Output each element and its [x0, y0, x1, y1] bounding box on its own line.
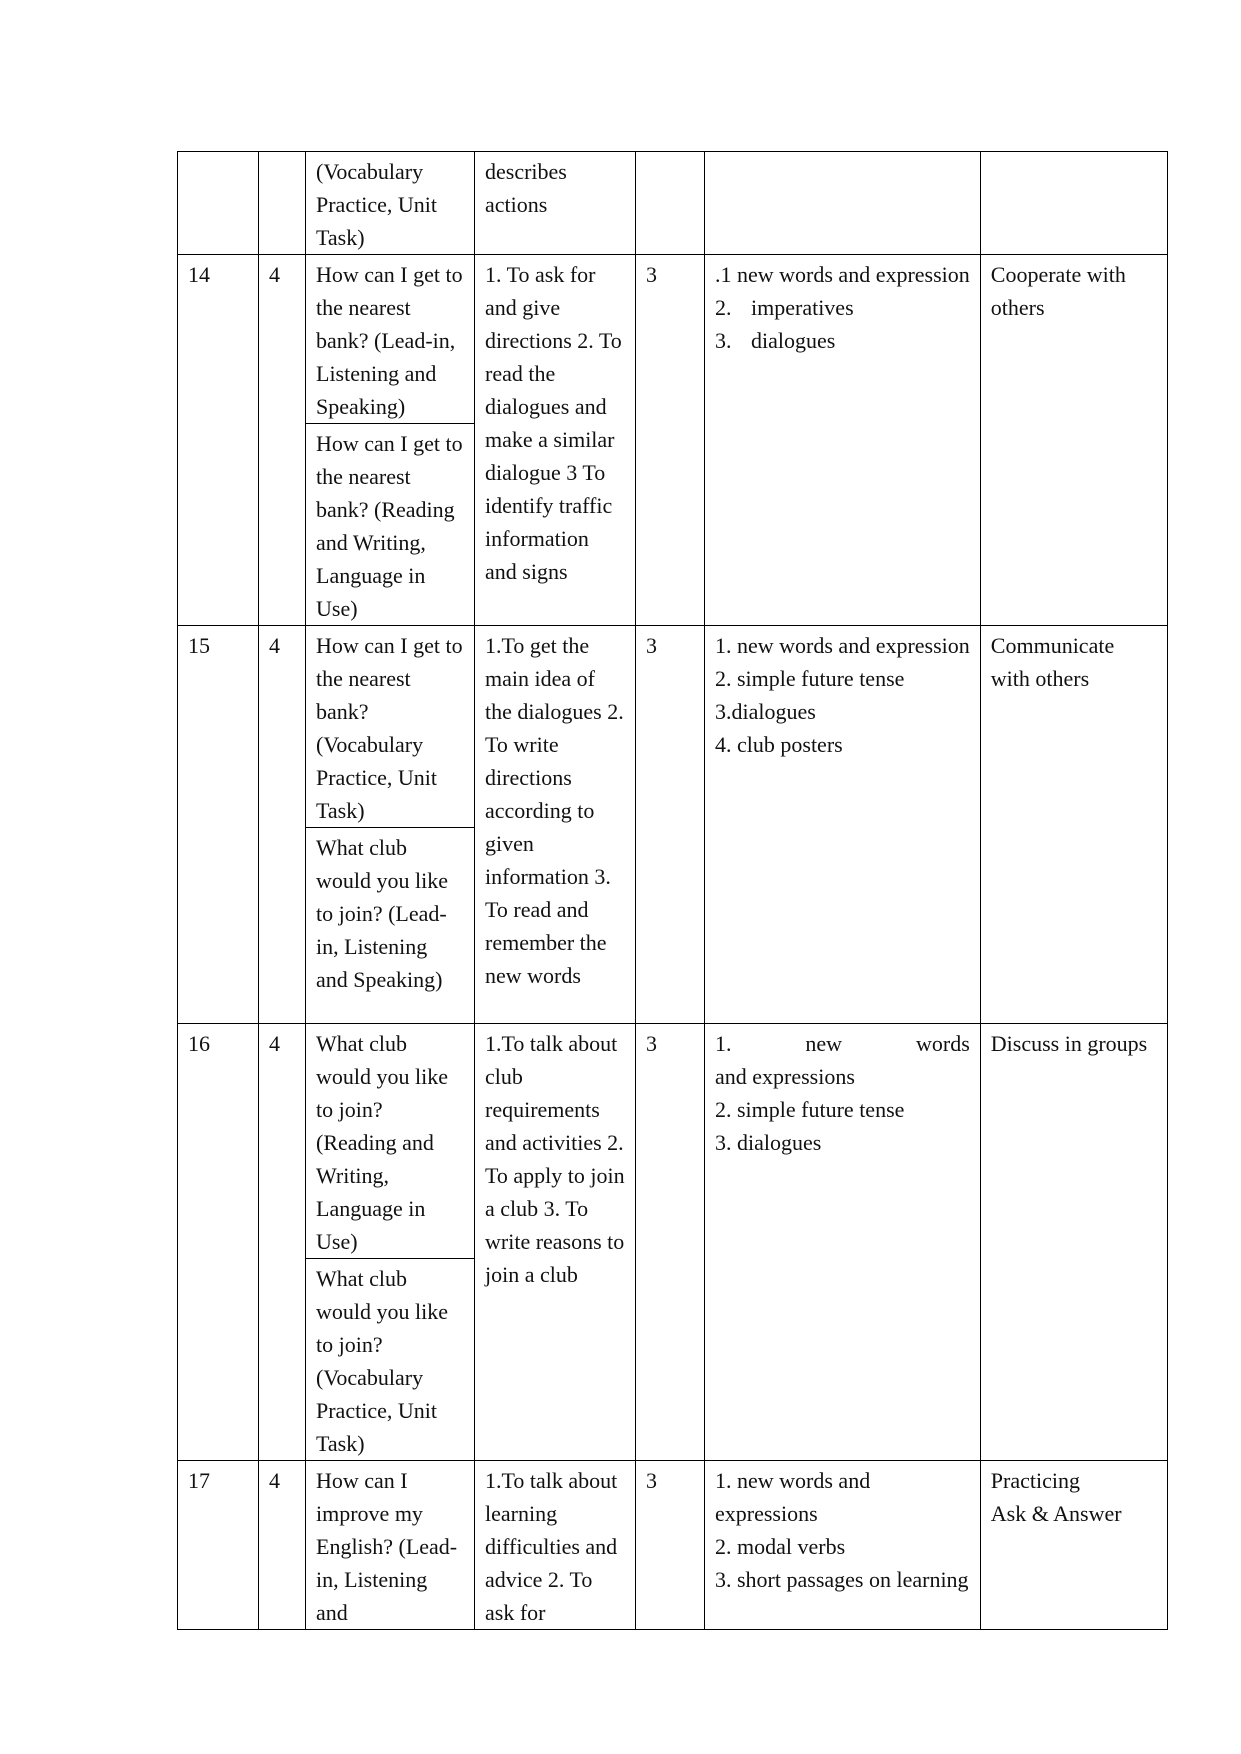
content-line: 1. new words [715, 1031, 970, 1056]
lessons-cell: 3 [636, 1024, 705, 1461]
content-line: 2. simple future tense [715, 666, 905, 691]
hours-cell: 4 [259, 1461, 306, 1630]
topic-cell: How can I get to the nearest bank? (Vocabulary Practice, Unit Task) [306, 626, 475, 828]
lessons-cell [636, 152, 705, 255]
content-cell [705, 626, 981, 1024]
activity-cell: Discuss in groups [980, 1024, 1167, 1461]
table-row [178, 255, 1168, 424]
table-row [178, 152, 1168, 255]
hours-cell: 4 [259, 255, 306, 626]
lessons-cell: 3 [636, 255, 705, 626]
table-row [178, 1461, 1168, 1630]
lessons-cell: 3 [636, 626, 705, 1024]
content-line: 3.dialogues [715, 699, 816, 724]
objective-cell: 1. To ask for and give directions 2. To read the dialogues and make a similar dialogue 3 To identify traffic information and signs [475, 255, 636, 626]
hours-cell: 4 [259, 1024, 306, 1461]
content-line: 4. club posters [715, 732, 843, 757]
activity-cell: Cooperate with others [980, 255, 1167, 626]
content-line: 3. dialogues [715, 1130, 822, 1155]
objective-cell: 1.To talk about club requirements and activities 2. To apply to join a club 3. To write reasons to join a club [475, 1024, 636, 1461]
hours-cell: 4 [259, 626, 306, 1024]
topic-cell: How can I get to the nearest bank? (Reading and Writing, Language in Use) [306, 424, 475, 626]
content-line: 1. new words and expressions [715, 1468, 871, 1526]
topic-cell: How can I get to the nearest bank? (Lead-in, Listening and Speaking) [306, 255, 475, 424]
table-row [178, 1024, 1168, 1259]
week-cell [178, 152, 259, 255]
activity-cell [980, 1461, 1167, 1630]
topic-cell: What club would you like to join? (Reading and Writing, Language in Use) [306, 1024, 475, 1259]
content-line: and expressions [715, 1064, 855, 1089]
week-cell: 17 [178, 1461, 259, 1630]
activity-line: Practicing [990, 1468, 1080, 1493]
table-row [178, 626, 1168, 828]
content-line: 2. imperatives [715, 295, 854, 320]
activity-line: Ask & Answer [990, 1501, 1122, 1526]
teaching-plan-table [177, 151, 1168, 1630]
content-cell [705, 255, 981, 626]
hours-cell [259, 152, 306, 255]
content-cell [705, 152, 981, 255]
content-line: 2. modal verbs [715, 1534, 846, 1559]
lessons-cell: 3 [636, 1461, 705, 1630]
topic-cell: What club would you like to join? (Vocabulary Practice, Unit Task) [306, 1259, 475, 1461]
objective-cell: 1.To talk about learning difficulties and advice 2. To ask for [475, 1461, 636, 1630]
content-line: 3. short passages on learning [715, 1567, 969, 1592]
activity-cell [980, 152, 1167, 255]
topic-cell: (Vocabulary Practice, Unit Task) [306, 152, 475, 255]
objective-cell: 1.To get the main idea of the dialogues 2. To write directions according to given information 3. To read and remember the new words [475, 626, 636, 1024]
content-cell [705, 1024, 981, 1461]
content-line: .1 new words and expression [715, 262, 970, 287]
activity-cell: Communicate with others [980, 626, 1167, 1024]
week-cell: 16 [178, 1024, 259, 1461]
objective-cell: describes actions [475, 152, 636, 255]
content-line: 3. dialogues [715, 328, 836, 353]
topic-cell: What club would you like to join? (Lead-in, Listening and Speaking) [306, 828, 475, 1024]
week-cell: 15 [178, 626, 259, 1024]
week-cell: 14 [178, 255, 259, 626]
content-line: 2. simple future tense [715, 1097, 905, 1122]
content-line: 1. new words and expression [715, 633, 970, 658]
topic-cell: How can I improve my English? (Lead-in, Listening and [306, 1461, 475, 1630]
content-cell [705, 1461, 981, 1630]
